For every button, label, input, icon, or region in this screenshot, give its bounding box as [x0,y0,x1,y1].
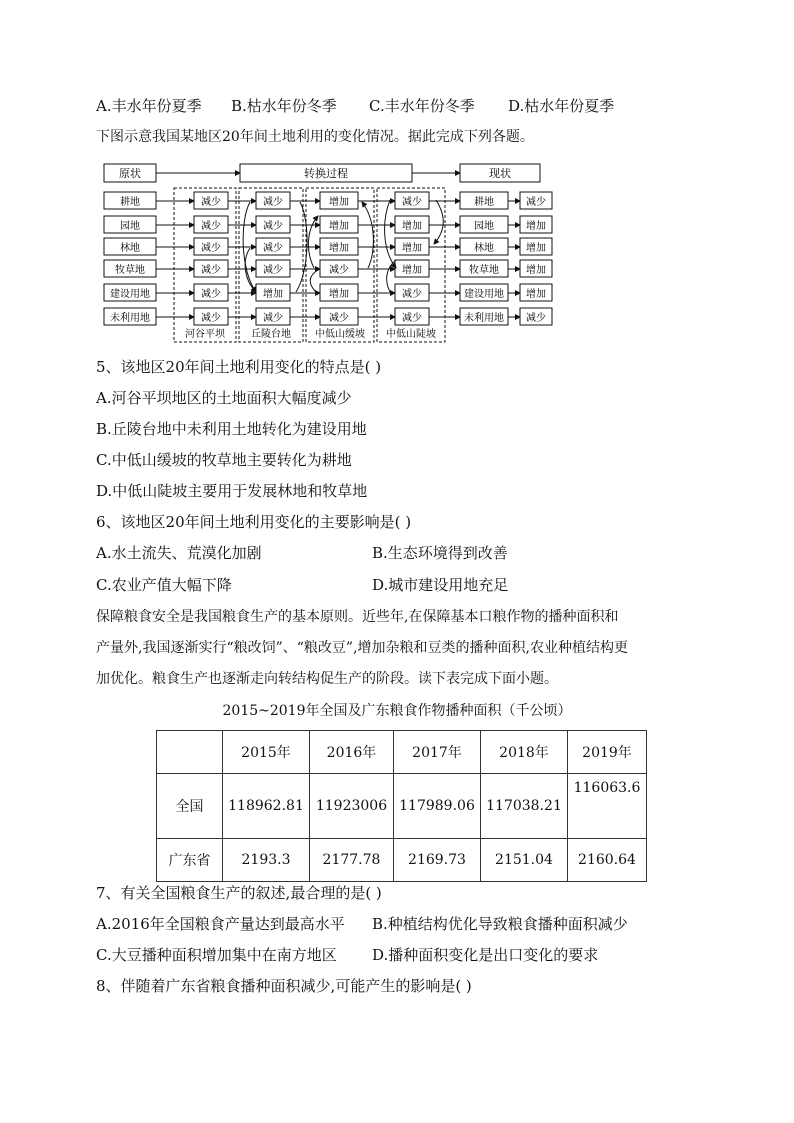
passage-line-3: 加优化。粮食生产也逐渐走向转结构促生产的阶段。读下表完成下面小题。 [96,671,558,687]
change-label: 增加 [329,289,349,300]
result-label: 增加 [526,289,546,300]
q6-stem: 6、该地区20年间土地利用变化的主要影响是( ) [96,513,412,531]
change-label: 减少 [263,243,283,254]
q8-stem: 8、伴随着广东省粮食播种面积减少,可能产生的影响是( ) [96,977,472,995]
land-type-label: 未利用地 [110,313,150,324]
table-title: 2015~2019年全国及广东粮食作物播种面积（千公顷） [222,703,572,719]
land-type-label: 耕地 [120,197,140,208]
q7-option-d: D.播种面积变化是出口变化的要求 [372,946,599,964]
current-land-label: 林地 [474,243,494,254]
change-label: 减少 [201,265,221,276]
table-cell: 全国 [157,774,223,839]
q6-option-b: B.生态环境得到改善 [372,544,508,562]
current-land-label: 牧草地 [469,265,499,276]
table-cell: 118962.81 [223,774,310,839]
change-label: 增加 [329,243,349,254]
zone-label-1: 河谷平坝 [185,329,225,340]
change-label: 减少 [263,313,283,324]
table-cell: 广东省 [157,839,223,882]
land-use-diagram [100,160,560,346]
table-cell: 117989.06 [394,774,481,839]
table-cell: 2169.73 [394,839,481,882]
table-cell: 116063.6 [568,774,647,839]
q4-option-a: A.丰水年份夏季 [96,97,202,115]
header-left: 原状 [119,167,141,180]
change-label: 减少 [263,265,283,276]
table-header-row [157,731,647,774]
table-header: 2018年 [481,731,568,774]
current-land-label: 园地 [474,221,494,232]
current-land-label: 耕地 [474,197,494,208]
q6-option-c: C.农业产值大幅下降 [96,576,232,594]
grain-area-table [156,730,647,882]
change-label: 增加 [402,265,422,276]
passage-line-1: 保障粮食安全是我国粮食生产的基本原则。近些年,在保障基本口粮作物的播种面积和 [96,609,619,625]
change-label: 增加 [329,221,349,232]
change-label: 减少 [201,221,221,232]
table-header: 2017年 [394,731,481,774]
q6-option-d: D.城市建设用地充足 [372,576,509,594]
diagram-intro: 下图示意我国某地区20年间土地利用的变化情况。据此完成下列各题。 [96,129,534,145]
table-header: 2019年 [568,731,647,774]
q4-option-b: B.枯水年份冬季 [231,97,337,115]
zone-label-2: 丘陵台地 [251,329,291,340]
result-label: 减少 [526,313,546,324]
change-label: 减少 [201,243,221,254]
change-label: 增加 [402,243,422,254]
q4-option-d: D.枯水年份夏季 [508,97,615,115]
change-label: 减少 [402,313,422,324]
zone-label-3: 中低山缓坡 [315,329,365,340]
q7-option-c: C.大豆播种面积增加集中在南方地区 [96,946,337,964]
land-type-label: 建设用地 [110,289,150,300]
header-center: 转换过程 [304,167,348,180]
header-right: 现状 [489,167,511,180]
table-row [157,774,647,839]
q6-option-a: A.水土流失、荒漠化加剧 [96,544,262,562]
table-cell: 2160.64 [568,839,647,882]
zone-label-4: 中低山陡坡 [386,329,436,340]
table-cell: 117038.21 [481,774,568,839]
change-label: 减少 [263,221,283,232]
table-row [157,839,647,882]
q7-option-b: B.种植结构优化导致粮食播种面积减少 [372,915,628,933]
current-land-label: 建设用地 [464,289,504,300]
q5-stem: 5、该地区20年间土地利用变化的特点是( ) [96,358,382,376]
current-land-label: 未利用地 [464,313,504,324]
change-label: 减少 [402,289,422,300]
q5-option-c: C.中低山缓坡的牧草地主要转化为耕地 [96,451,352,469]
land-type-label: 林地 [120,243,140,254]
land-type-label: 牧草地 [115,265,145,276]
table-cell: 2151.04 [481,839,568,882]
q5-option-b: B.丘陵台地中未利用土地转化为建设用地 [96,420,367,438]
change-label: 减少 [201,197,221,208]
passage-line-2: 产量外,我国逐渐实行“粮改饲”、“粮改豆”,增加杂粮和豆类的播种面积,农业种植结构更 [96,640,628,656]
q7-option-a: A.2016年全国粮食产量达到最高水平 [96,915,345,933]
change-label: 减少 [402,197,422,208]
change-label: 减少 [263,197,283,208]
table-header [157,731,223,774]
land-type-label: 园地 [120,221,140,232]
q5-option-a: A.河谷平坝地区的土地面积大幅度减少 [96,389,352,407]
change-label: 减少 [329,313,349,324]
q4-option-c: C.丰水年份冬季 [369,97,475,115]
table-header: 2015年 [223,731,310,774]
result-label: 增加 [526,221,546,232]
change-label: 减少 [201,289,221,300]
change-label: 增加 [402,221,422,232]
result-label: 增加 [526,265,546,276]
table-cell: 2193.3 [223,839,310,882]
table-header: 2016年 [310,731,394,774]
result-label: 增加 [526,243,546,254]
result-label: 减少 [526,197,546,208]
table-cell: 11923006 [310,774,394,839]
change-label: 增加 [263,289,283,300]
change-label: 增加 [329,197,349,208]
q5-option-d: D.中低山陡坡主要用于发展林地和牧草地 [96,482,368,500]
change-label: 减少 [201,313,221,324]
change-label: 减少 [329,265,349,276]
q4-options [96,96,614,116]
table-cell: 2177.78 [310,839,394,882]
q7-stem: 7、有关全国粮食生产的叙述,最合理的是( ) [96,884,382,902]
